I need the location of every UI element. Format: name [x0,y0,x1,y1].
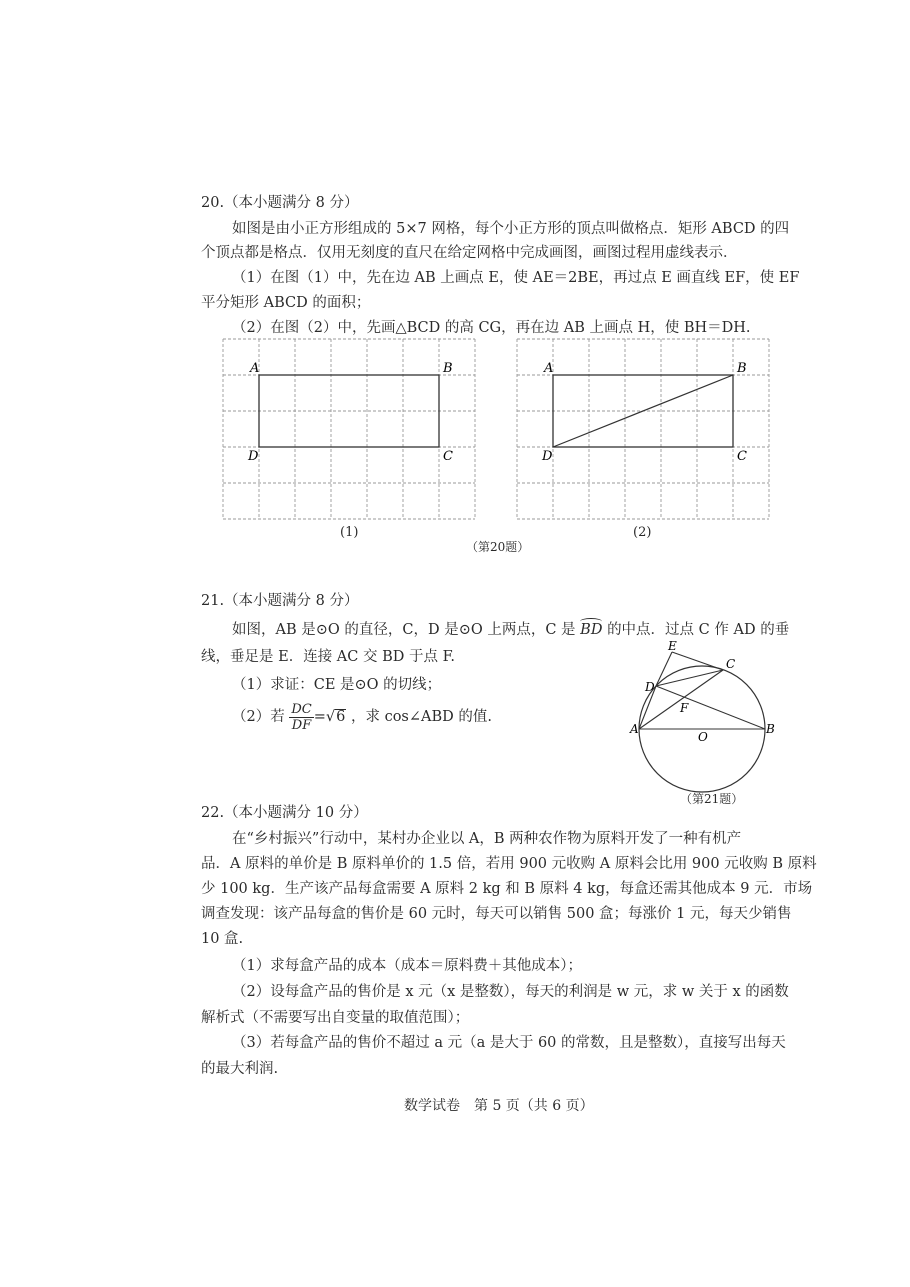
q20-caption: （第20题） [466,540,530,554]
q20-part1-line2: 平分矩形 ABCD 的面积； [201,295,371,311]
q22-part1: （1）求每盒产品的成本（成本＝原料费＋其他成本）； [232,958,582,974]
label-o: O [698,730,708,744]
q22-line2: 品．A 原料的单价是 B 原料单价的 1.5 倍，若用 900 元收购 A 原料会比用 900 元收购 B 原料 [201,856,817,872]
q21-part1: （1）求证：CE 是⊙O 的切线； [232,677,442,693]
label-c: C [726,657,736,671]
grid-lines [223,339,475,519]
label-b: B [443,361,453,376]
q21-title: 21.（本小题满分 8 分） [201,593,359,609]
fraction-denominator: DF [291,717,312,733]
q20-part1-line1: （1）在图（1）中，先在边 AB 上画点 E，使 AE＝2BE，再过点 E 画直线 EF，使 EF [232,270,800,286]
arc-bd: BD [580,622,603,638]
label-b: B [737,361,747,376]
label-a: A [544,361,554,376]
figure-lines [639,652,765,729]
q22-part3-line2: 的最大利润. [201,1061,279,1077]
label-d: D [248,449,259,464]
q22-line3: 少 100 kg．生产该产品每盒需要 A 原料 2 kg 和 B 原料 4 kg，每盒还需其他成本 9 元．市场 [201,881,813,897]
q22-title: 22.（本小题满分 10 分） [201,805,368,821]
equals-sign: = [313,709,326,725]
q20-title: 20.（本小题满分 8 分） [201,195,359,211]
label-a: A [630,722,639,736]
q21-line2: 线，垂足是 E．连接 AC 交 BD 于点 F. [201,649,455,665]
q20-fig1-label: (1) [340,525,359,540]
label-b: B [766,722,775,736]
q20-line1: 如图是由小正方形组成的 5×7 网格，每个小正方形的顶点叫做格点．矩形 ABCD 的四 [232,221,790,237]
q22-line5: 10 盒. [201,931,244,947]
q21-part2-b: ，求 cos∠ABD 的值. [350,709,492,725]
q20-line2: 个顶点都是格点．仅用无刻度的直尺在给定网格中完成画图，画图过程用虚线表示． [201,245,738,261]
q21-line1 [232,620,789,640]
label-d: D [645,680,655,694]
label-a: A [250,361,260,376]
q20-fig2-label: (2) [633,525,652,540]
q22-line4: 调查发现：该产品每盒的售价是 60 元时，每天可以销售 500 盒；每涨价 1 元，每天少销售 [201,906,792,922]
q21-part2-a: （2）若 [232,709,285,725]
fraction-dc-df [289,702,313,733]
page-footer: 数学试卷 第 5 页（共 6 页） [404,1098,594,1114]
label-c: C [443,449,453,464]
q21-caption: （第21题） [680,792,744,806]
fraction-numerator: DC [291,701,312,717]
q22-part2-line2: 解析式（不需要写出自变量的取值范围）； [201,1010,470,1026]
label-d: D [542,449,553,464]
q21-line1-b: 的中点．过点 C 作 AD 的垂 [607,622,790,638]
q22-part2-line1: （2）设每盒产品的售价是 x 元（x 是整数），每天的利润是 w 元，求 w 关于 x 的函数 [232,984,789,1000]
grid-lines [517,339,769,519]
sqrt-radicand: 6 [336,709,346,725]
label-f: F [680,701,689,715]
q22-line1: 在“乡村振兴”行动中，某村办企业以 A，B 两种农作物为原料开发了一种有机产 [232,831,742,847]
q20-figure-1 [214,332,484,524]
q21-figure [628,638,788,810]
q20-figure-2 [508,332,778,524]
q22-part3-line1: （3）若每盒产品的售价不超过 a 元（a 是大于 60 的常数，且是整数），直接写出每天 [232,1035,786,1051]
sqrt-icon: √ [325,709,336,725]
q21-line1-a: 如图，AB 是⊙O 的直径，C，D 是⊙O 上两点，C 是 [232,622,576,638]
label-c: C [737,449,747,464]
q21-part2 [232,700,492,734]
label-e: E [668,639,677,653]
q20-part2: （2）在图（2）中，先画△BCD 的高 CG，再在边 AB 上画点 H，使 BH＝DH. [232,320,751,336]
